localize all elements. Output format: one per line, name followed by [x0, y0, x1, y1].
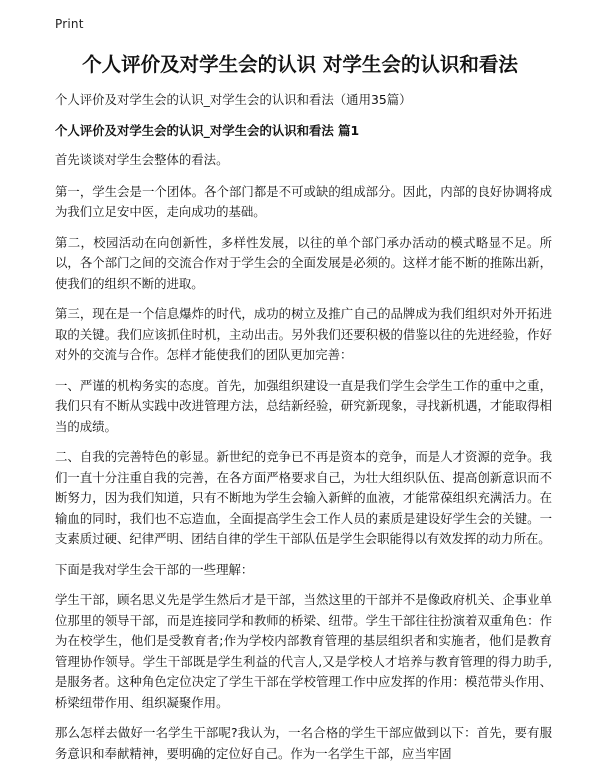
paragraph-self-improvement: 二、自我的完善特色的彰显。新世纪的竞争已不再是资本的竞争，而是人才资源的竞争。我们一直十分注重自我的完善，在各方面严格要求自己，为壮大组织队伍、提高创新意识而不断努力，因为我们知道，只有不断地为学生会输入新鲜的血液，才能常葆组织充满活力。在输血的同时，我们也不忘造血，全面提高学生会工作人员的素质是建设好学生会的关键。一支素质过硬、纪律严明、团结自律的学生干部队伍是学生会职能得以有效发挥的动力所在。 [55, 449, 552, 546]
paragraph-student-cadre: 学生干部，顾名思义先是学生然后才是干部，当然这里的干部并不是像政府机关、企事业单位那里的领导干部，而是连接同学和教师的桥梁、纽带。学生干部往往扮演着双重角色：作为在校学生，他们是受教育者;作为学校内部教育管理的基层组织者和实施者，他们是教育管理协作领导。学生干部既是学生利益的代言人,又是学校人才培养与教育管理的得力助手,是服务者。这种角色定位决定了学生干部在学校管理工作中应发挥的作用：模范带头作用、桥梁纽带作用、组织凝聚作用。 [55, 592, 552, 710]
document-subtitle: 个人评价及对学生会的认识_对学生会的认识和看法（通用35篇） [55, 92, 412, 107]
print-label: Print [55, 17, 84, 31]
paragraph-how-to: 那么怎样去做好一名学生干部呢?我认为，一名合格的学生干部应做到以下：首先，要有服务意识和奉献精神，要明确的定位好自己。作为一名学生干部，应当牢固 [55, 725, 552, 761]
document-body [55, 90, 552, 774]
paragraph-first-point: 第一，学生会是一个团体。各个部门都是不可或缺的组成部分。因此，内部的良好协调将成为我们立足安中医，走向成功的基础。 [55, 183, 552, 219]
paragraph-organization: 一、严谨的机构务实的态度。首先，加强组织建设一直是我们学生会学生工作的重中之重，我们只有不断从实践中改进管理方法，总结新经验，研究新现象，寻找新机遇，才能取得相当的成绩。 [55, 377, 552, 434]
paragraph-third-point: 第三，现在是一个信息爆炸的时代，成功的树立及推广自己的品牌成为我们组织对外开拓进取的关键。我们应该抓住时机，主动出击。另外我们还要积极的借鉴以往的先进经验，作好对外的交流与合作。怎样才能使我们的团队更加完善： [55, 306, 552, 362]
page-title: 个人评价及对学生会的认识 对学生会的认识和看法 [82, 53, 518, 76]
paragraph-second-point: 第二，校园活动在向创新性，多样性发展，以往的单个部门承办活动的模式略显不足。所以，各个部门之间的交流合作对于学生会的全面发展是必须的。这样才能不断的推陈出新，使我们的组织不断的进取。 [55, 234, 552, 291]
section-heading: 个人评价及对学生会的认识_对学生会的认识和看法 篇1 [55, 122, 360, 138]
paragraph-understanding-intro: 下面是我对学生会干部的一些理解： [55, 561, 254, 577]
paragraph-intro: 首先谈谈对学生会整体的看法。 [55, 152, 229, 167]
